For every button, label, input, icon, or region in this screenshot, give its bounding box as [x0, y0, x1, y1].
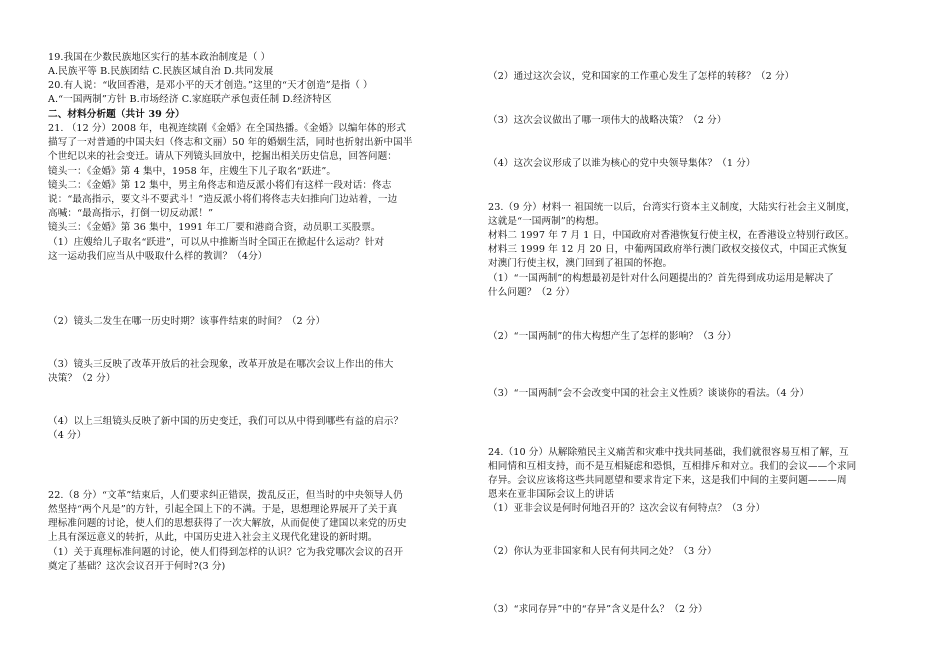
left-text-line: A.“一国两制”方针 B.市场经济 C.家庭联产承包责任制 D.经济特区 [48, 94, 332, 105]
left-text-line: 二、材料分析题（共计 39 分） [48, 109, 185, 120]
left-text-line: 这一运动我们应当从中吸取什么样的教训？（4分） [48, 251, 268, 262]
left-text-line: （1）关于真理标准问题的讨论，使人们得到怎样的认识？它为我党哪次会议的召开 [48, 547, 404, 558]
left-text-line: 说：“最高指示，要文斗不要武斗！”造反派小将们将佟志夫妇推向门边站着，一边 [48, 194, 398, 205]
right-text-line: （1）“一国两制”的构想最初是针对什么问题提出的？首先得到成功运用是解决了 [488, 273, 834, 284]
right-text-line: 相同情和互相支持，而不是互相疑虑和恐惧，互相排斥和对立。我们的会议——个求同 [488, 461, 857, 472]
right-text-line: （2）“一国两制”的伟大构想产生了怎样的影响？（3 分） [488, 331, 737, 342]
left-text-line: （4）以上三组镜头反映了新中国的历史变迁，我们可以从中得到哪些有益的启示？ [48, 416, 404, 427]
left-text-line: 22.（8 分）“文革”结束后，人们要求纠正错误，拨乱反正，但当时的中央领导人仍 [48, 490, 403, 501]
left-text-line: 然坚持“两个凡是”的方针，引起全国上下的不满。于是，思想理论界展开了关于真 [48, 504, 398, 515]
right-text-line: 材料二 1997 年 7 月 1 日，中国政府对香港恢复行使主权，在香港设立特别行政区。 [488, 230, 855, 241]
right-text-line: （4）这次会议形成了以谁为核心的党中央领导集体？（1 分） [488, 158, 756, 169]
left-text-line: 20.有人说：“收回香港，是邓小平的天才创造。”这里的“天才创造”是指（ ） [48, 80, 373, 91]
right-text-line: （2）你认为亚非国家和人民有何共同之处？（3 分） [488, 546, 717, 557]
left-text-line: 描写了一对普通的中国夫妇（佟志和文丽）50 年的婚姻生活，同时也折射出新中国半 [48, 137, 413, 148]
right-text-line: 什么问题？（2 分） [488, 287, 575, 298]
right-text-line: 23.（9 分）材料一 祖国统一以后，台湾实行资本主义制度，大陆实行社会主义制度， [488, 202, 856, 213]
right-text-line: 存异。会议应该将这些共同愿望和要求肯定下来，这是我们中间的主要问题———周 [488, 475, 847, 486]
right-text-line: （1）亚非会议是何时何地召开的？这次会议有何特点？（3 分） [488, 503, 766, 514]
left-text-line: 19.我国在少数民族地区实行的基本政治制度是（ ） [48, 52, 271, 63]
left-text-line: （1）庄嫂给儿子取名“跃进”，可以从中推断当时全国正在掀起什么运动？针对 [48, 237, 385, 248]
right-text-line: 恩来在亚非国际会议上的讲话 [488, 489, 615, 500]
left-text-line: 镜头三：《金婚》第 36 集中，1991 年工厂要和港商合资，动员职工买股票。 [48, 222, 381, 233]
right-text-line: （2）通过这次会议，党和国家的工作重心发生了怎样的转移？（2 分） [488, 71, 795, 82]
right-text-line: （3）“一国两制”会不会改变中国的社会主义性质？谈谈你的看法。（4 分） [488, 388, 810, 399]
left-text-line: （2）镜头二发生在哪一历史时期？该事件结束的时间？（2 分） [48, 316, 326, 327]
left-text-line: 镜头二：《金婚》第 12 集中，男主角佟志和造反派小将们有这样一段对话：佟志 [48, 180, 392, 191]
left-text-line: 高喊：“最高指示，打倒一切反动派！” [48, 208, 214, 219]
right-text-line: 材料三 1999 年 12 月 20 日，中葡两国政府举行澳门政权交接仪式，中国正式恢复 [488, 244, 848, 255]
right-text-line: （3）这次会议做出了哪一项伟大的战略决策？（2 分） [488, 115, 727, 126]
left-text-line: 上具有深远意义的转折，从此，中国历史进入社会主义现代化建设的新时期。 [48, 532, 378, 543]
left-text-line: 个世纪以来的社会变迁。请从下列镜头回放中，挖掘出相关历史信息，回答问题： [48, 151, 397, 162]
left-text-line: A.民族平等 B.民族团结 C.民族区域自治 D.共同发展 [48, 66, 274, 77]
left-text-line: 镜头一：《金婚》第 4 集中，1958 年，庄嫂生下儿子取名“跃进”。 [48, 166, 337, 177]
left-text-line: 21. （12 分）2008 年，电视连续剧《金婚》在全国热播。《金婚》以编年体的形式 [48, 123, 406, 134]
right-text-line: （3）“求同存异”中的“存异”含义是什么？（2 分） [488, 604, 708, 615]
left-text-line: 奠定了基础？这次会议召开于何时?(3 分) [48, 561, 226, 572]
left-text-line: （4 分） [48, 430, 87, 441]
left-text-line: 理标准问题的讨论，使人们的思想获得了一次大解放，从而促使了建国以来党的历史 [48, 518, 407, 529]
left-text-line: 决策？（2 分） [48, 373, 116, 384]
right-text-line: 对澳门行使主权，澳门回到了祖国的怀抱。 [488, 258, 673, 269]
right-text-line: 这就是“一国两制”的构想。 [488, 216, 605, 227]
left-text-line: （3）镜头三反映了改革开放后的社会现象，改革开放是在哪次会议上作出的伟大 [48, 359, 394, 370]
right-text-line: 24.（10 分）从解除殖民主义痛苦和灾难中找共同基础，我们就很容易互相了解，互 [488, 447, 849, 458]
